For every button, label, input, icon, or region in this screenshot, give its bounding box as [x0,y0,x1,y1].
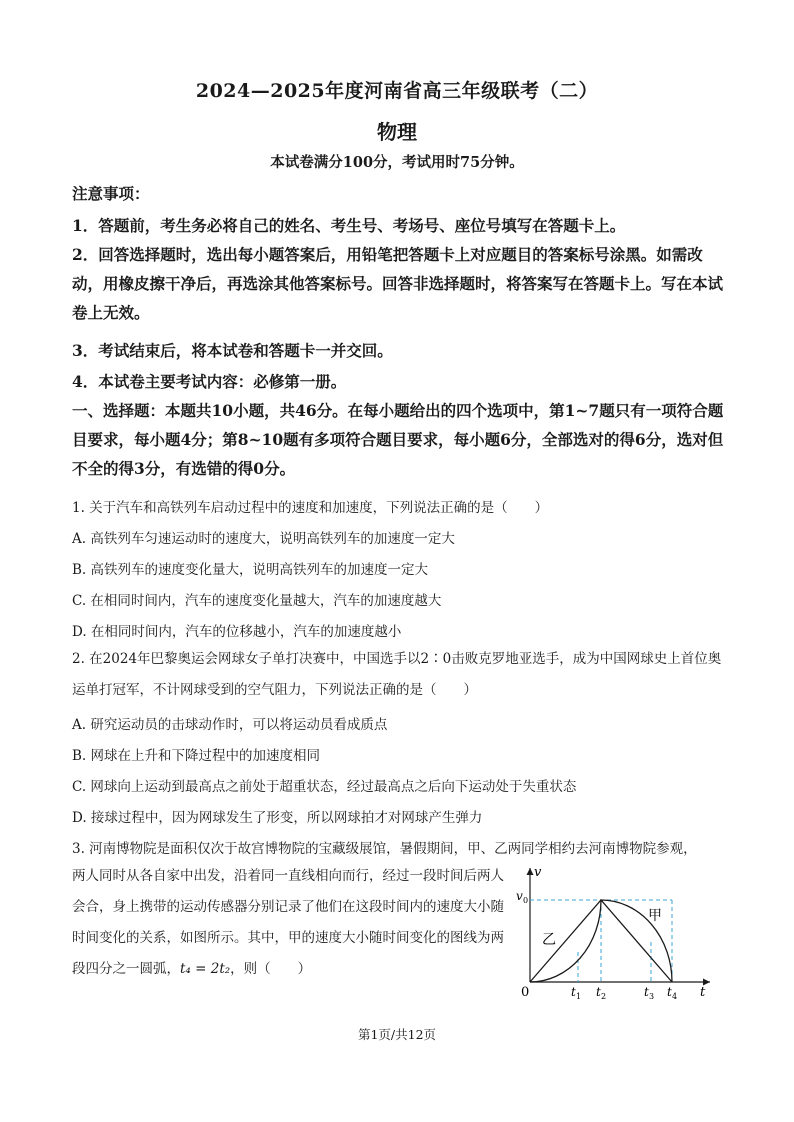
t-axis-label: t [700,985,706,1000]
question-3-stem-end: ，则（ ） [230,961,312,977]
question-2-option-d: D. 接球过程中，因为网球发生了形变，所以网球拍才对网球产生弹力 [72,810,483,826]
note-item-4: 4．本试卷主要考试内容：必修第一册。 [72,372,347,391]
origin-label: 0 [521,985,530,1000]
question-1-option-c: C. 在相同时间内，汽车的速度变化量越大，汽车的加速度越大 [72,593,442,609]
t4-label: t [667,985,672,999]
v0-sub-label: 0 [523,896,529,905]
exam-subject: 物理 [377,120,417,144]
t1-sub-label: 1 [576,992,582,1000]
question-2-option-a: A. 研究运动员的击球动作时，可以将运动员看成质点 [72,717,388,733]
question-2-option-b: B. 网球在上升和下降过程中的加速度相同 [72,748,321,764]
t3-sub-label: 3 [649,992,655,1000]
notes-heading: 注意事项： [72,184,150,203]
t2-label: t [596,985,601,999]
exam-title: 2024—2025年度河南省高三年级联考（二） [195,80,599,102]
question-2-stem: 2. 在2024年巴黎奥运会网球女子单打决赛中，中国选手以2∶0击败克罗地亚选手，成为中国网球史上首位奥运单打冠军，不计网球受到的空气阻力，下列说法正确的是（ ） [72,651,722,698]
question-3-stem-line-1: 3. 河南博物院是面积仅次于故宫博物院的宝藏级展馆，暑假期间，甲、乙两同学相约去河南博物院参观， [72,841,697,857]
curve-jia-label: 甲 [648,908,662,924]
note-item-1: 1．答题前，考生务必将自己的姓名、考生号、考场号、座位号填写在答题卡上。 [72,216,626,235]
v-axis-label: v [534,865,542,880]
curve-yi-label: 乙 [542,932,556,948]
note-item-2: 2．回答选择题时，选出每小题答案后，用铅笔把答题卡上对应题目的答案标号涂黑。如需改动，用橡皮擦干净后，再选涂其他答案标号。回答非选择题时，将答案写在答题卡上。写在本试卷上无效。 [72,245,724,322]
v0-label: v [516,889,523,903]
section-heading: 一、选择题：本题共10小题，共46分。在每小题给出的四个选项中，第1~7题只有一项符合题目要求，每小题4分；第8~10题有多项符合题目要求，每小题6分，全部选对的得6分，选对但不全的得3分，有选错的得0分。 [72,401,724,478]
question-1-option-d: D. 在相同时间内，汽车的位移越小，汽车的加速度越小 [72,624,402,640]
question-2-option-c: C. 网球向上运动到最高点之前处于超重状态，经过最高点之后向下运动处于失重状态 [72,779,577,795]
t2-sub-label: 2 [601,992,607,1000]
question-3-formula: t₄ = 2t₂ [180,961,231,977]
t4-sub-label: 4 [672,992,678,1000]
question-1-option-a: A. 高铁列车匀速运动时的速度大，说明高铁列车的加速度一定大 [72,531,455,547]
question-1-stem: 1. 关于汽车和高铁列车启动过程中的速度和加速度，下列说法正确的是（ ） [72,500,549,516]
exam-info: 本试卷满分100分，考试用时75分钟。 [270,154,524,171]
velocity-time-graph [510,862,715,1000]
question-3-stem-text: 两人同时从各自家中出发，沿着同一直线相向而行，经过一段时间后两人会合，身上携带的运动传感器分别记录了他们在这段时间内的速度大小随时间变化的关系，如图所示。其中，甲的速度大小随时间变化的图线为两段四分之一圆弧， [72,868,504,977]
t1-label: t [571,985,576,999]
note-item-3: 3．考试结束后，将本试卷和答题卡一并交回。 [72,341,393,360]
question-3-stem-rest [72,861,504,985]
page-footer: 第1页/共12页 [357,1027,437,1042]
t3-label: t [644,985,649,999]
question-1-option-b: B. 高铁列车的速度变化量大，说明高铁列车的加速度一定大 [72,562,429,578]
